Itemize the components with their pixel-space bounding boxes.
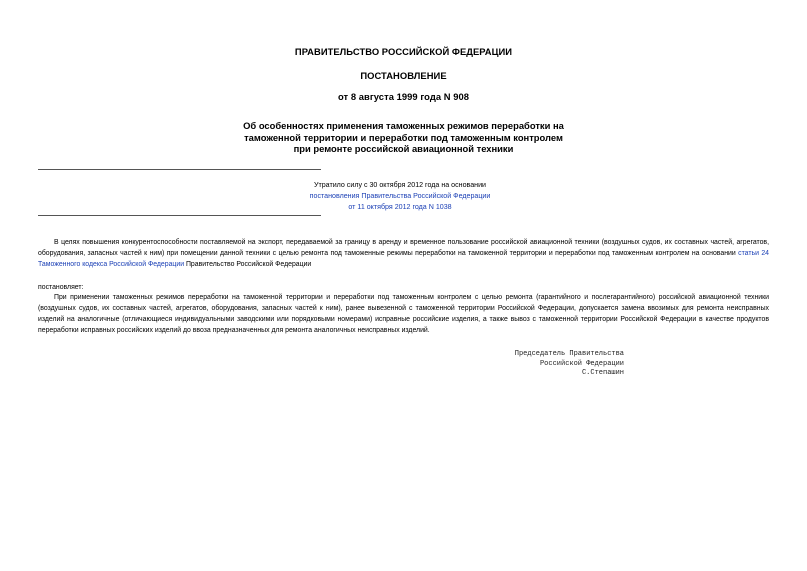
date-number-heading: от 8 августа 1999 года N 908 xyxy=(337,91,470,102)
main-provision-paragraph: При применении таможенных режимов переработки на таможенной территории и переработки под таможенным контролем с целью ремонта (гарантийного и послегарантийного) российской авиационной техники (воздушных судов, их составных частей, агрегатов, оборудования, запасных частей к ним), ранее вывезенной с таможенной территории Российской Федерации, допускается замена ввозимых для ремонта неисправных изделий на аналогичные (отличающиеся индивидуальными заводскими или порядковыми номерами) исправные российские изделия, а также вывоз с таможенной территории Российской Федерации в качестве продуктов переработки исправных российских изделий до ввоза предназначенных для ремонта аналогичных неисправных изделий. xyxy=(38,294,769,334)
title-line: таможенной территории и переработки под таможенным контролем xyxy=(244,131,563,143)
divider-top xyxy=(38,169,321,170)
repeal-decree-link[interactable]: постановления Правительства Российской Федерации xyxy=(309,192,491,200)
document-type-heading: ПОСТАНОВЛЕНИЕ xyxy=(360,70,447,81)
divider-bottom xyxy=(38,215,321,216)
repeal-decree-link-date[interactable]: от 11 октября 2012 года N 1038 xyxy=(348,203,452,211)
document-title xyxy=(0,120,807,155)
status-note xyxy=(250,180,550,213)
signature-position-cont: Российской Федерации xyxy=(539,359,624,368)
signature-name: С.Степашин xyxy=(581,369,624,378)
government-heading: ПРАВИТЕЛЬСТВО РОССИЙСКОЙ ФЕДЕРАЦИИ xyxy=(294,46,513,57)
preamble-paragraph xyxy=(38,237,769,270)
resolves-paragraph: постановляет: xyxy=(38,284,84,291)
customs-code-link[interactable]: статьи 24 Таможенного кодекса Российской Федерации xyxy=(38,250,769,268)
preamble-tail: Правительство Российской Федерации xyxy=(184,261,312,268)
status-text: Утратило силу с 30 октября 2012 года на основании xyxy=(313,181,487,189)
signature-position: Председатель Правительства xyxy=(514,350,624,358)
signature-block xyxy=(450,350,624,379)
title-line: при ремонте российской авиационной техники xyxy=(293,143,514,155)
title-line: Об особенностях применения таможенных режимов переработки на xyxy=(243,120,564,131)
preamble-text: В целях повышения конкурентоспособности поставляемой на экспорт, передаваемой за границу в аренду и временное пользование российской авиационной техники (воздушных судов, их составных частей, агрегатов, оборудования, запасных частей к ним) при помещении данной техники с целью ремонта под таможенные режимы переработки на таможенной территории и переработки под таможенным контролем на основании xyxy=(38,239,769,257)
